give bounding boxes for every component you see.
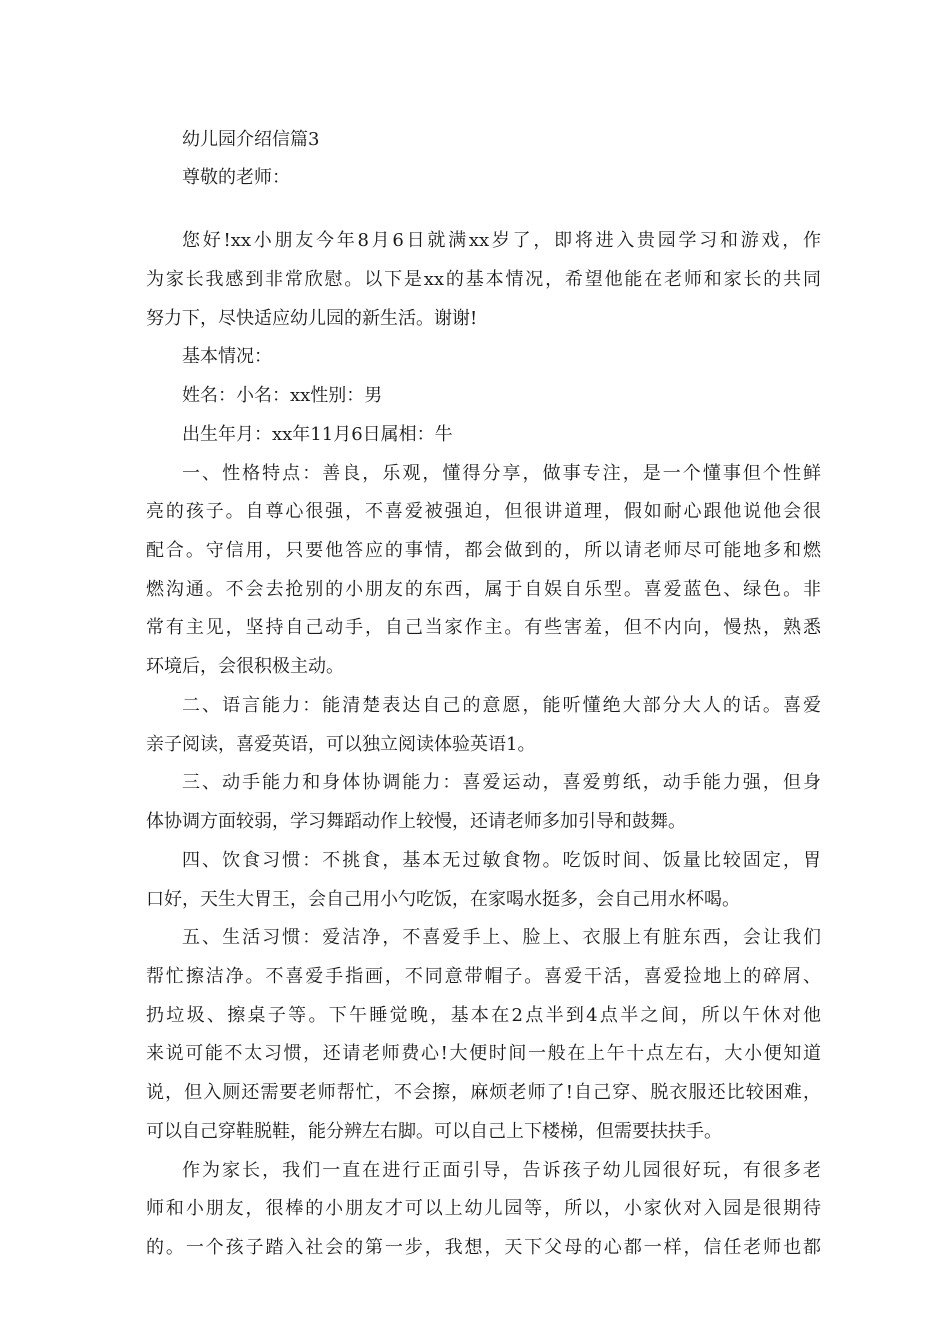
text-line: 燃沟通。不会去抢别的小朋友的东西，属于自娱自乐型。喜爱蓝色、绿色。非 (146, 579, 821, 600)
text-line: 可以自己穿鞋脱鞋，能分辨左右脚。可以自己上下楼梯，但需要扶扶手。 (146, 1121, 722, 1142)
text-line: 配合。守信用，只要他答应的事情，都会做到的，所以请老师尽可能地多和燃 (146, 540, 821, 561)
text-line: 一、性格特点：善良，乐观，懂得分享，做事专注，是一个懂事但个性鲜 (182, 463, 821, 484)
text-line: 环境后，会很积极主动。 (146, 656, 344, 677)
text-line: 基本情况： (182, 346, 272, 367)
text-line: 您好!xx小朋友今年8月6日就满xx岁了，即将进入贵园学习和游戏，作 (182, 230, 821, 251)
text-line: 二、语言能力：能清楚表达自己的意愿，能听懂绝大部分大人的话。喜爱 (182, 695, 821, 716)
text-line: 三、动手能力和身体协调能力：喜爱运动，喜爱剪纸，动手能力强，但身 (182, 772, 821, 793)
text-line: 为家长我感到非常欣慰。以下是xx的基本情况，希望他能在老师和家长的共同 (146, 269, 821, 290)
text-line: 常有主见，坚持自己动手，自己当家作主。有些害羞，但不内向，慢热，熟悉 (146, 617, 821, 638)
text-line: 姓名：小名：xx性别：男 (182, 385, 383, 406)
text-line: 说，但入厕还需要老师帮忙，不会擦，麻烦老师了!自己穿、脱衣服还比较困难， (146, 1082, 821, 1103)
text-line: 亮的孩子。自尊心很强，不喜爱被强迫，但很讲道理，假如耐心跟他说他会很 (146, 501, 821, 522)
text-line: 五、生活习惯：爱洁净，不喜爱手上、脸上、衣服上有脏东西，会让我们 (182, 927, 821, 948)
text-line: 来说可能不太习惯，还请老师费心!大便时间一般在上午十点左右，大小便知道 (146, 1043, 821, 1064)
text-line: 帮忙擦洁净。不喜爱手指画，不同意带帽子。喜爱干活，喜爱捡地上的碎屑、 (146, 966, 821, 987)
text-line: 扔垃圾、擦桌子等。下午睡觉晚，基本在2点半到4点半之间，所以午休对他 (146, 1005, 821, 1026)
text-line: 四、饮食习惯：不挑食，基本无过敏食物。吃饭时间、饭量比较固定，胃 (182, 850, 821, 871)
text-line: 师和小朋友，很棒的小朋友才可以上幼儿园等，所以，小家伙对入园是很期待 (146, 1198, 821, 1219)
text-line: 的。一个孩子踏入社会的第一步，我想，天下父母的心都一样，信任老师也都 (146, 1237, 821, 1258)
text-line: 努力下，尽快适应幼儿园的新生活。谢谢! (146, 308, 478, 329)
text-line: 作为家长，我们一直在进行正面引导，告诉孩子幼儿园很好玩，有很多老 (182, 1160, 821, 1181)
text-line: 亲子阅读，喜爱英语，可以独立阅读体验英语1。 (146, 734, 536, 755)
text-line: 口好，天生大胃王，会自己用小勺吃饭，在家喝水挺多，会自己用水杯喝。 (146, 889, 740, 910)
text-line: 体协调方面较弱，学习舞蹈动作上较慢，还请老师多加引导和鼓舞。 (146, 811, 686, 832)
doc-title: 幼儿园介绍信篇3 (182, 129, 320, 150)
text-line: 出生年月：xx年11月6日属相：牛 (182, 424, 453, 445)
salutation: 尊敬的老师： (182, 167, 290, 188)
